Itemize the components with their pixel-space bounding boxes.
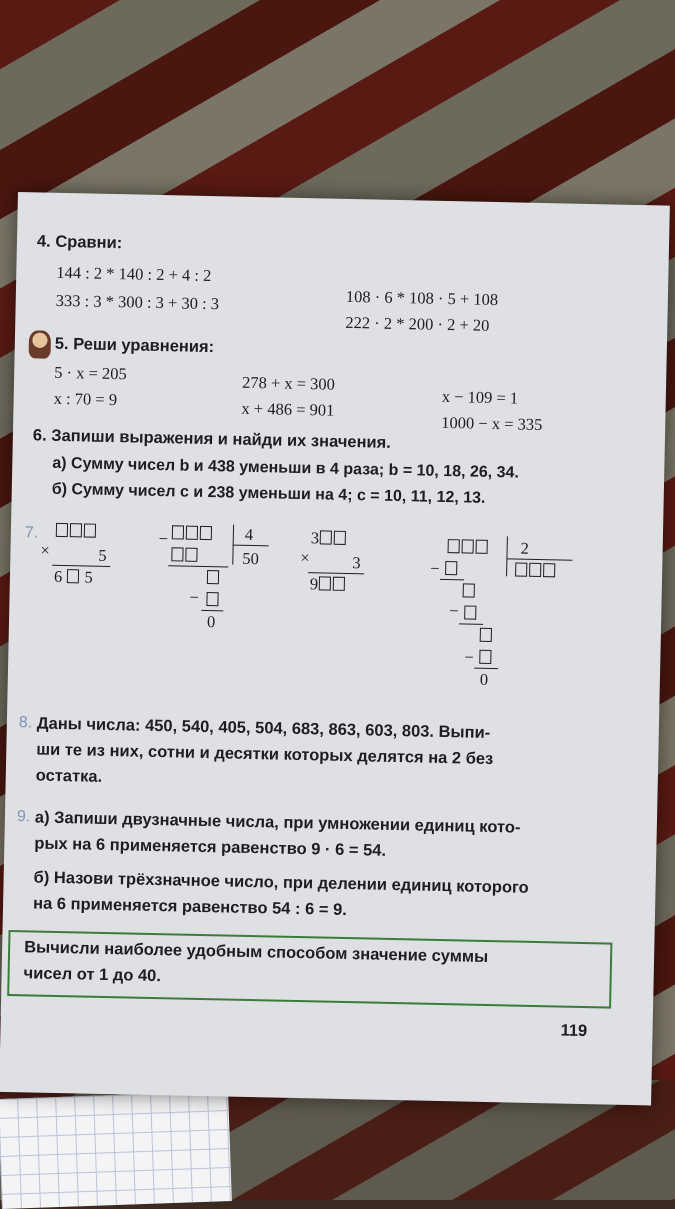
ex4-title: Сравни: [55,232,123,253]
ex7-mul1-result-a: 6 [53,566,63,587]
ex4-left-line2: 333 : 3 * 300 : 3 + 30 : 3 [55,290,220,314]
ex5-eq2: x : 70 = 9 [53,388,118,410]
ex7-mul2-result-digit: 9 [309,574,319,594]
ex7-number: 7. [24,524,39,542]
ex7-div2-sub1-box [444,559,458,579]
ex7-div1-sub-boxes [170,545,198,566]
ex4-right-line1: 108 · 6 * 108 · 5 + 108 [345,286,499,310]
ex7-div2-minus1: − [430,558,440,578]
ex7-mul1-result-b: 5 [84,567,93,587]
ex7-div2-minus3: − [464,647,474,667]
ex9-a-line2: рых на 6 применяется равенство 9 · 6 = 54. [34,834,387,860]
textbook-page [0,192,670,1105]
ex7-div2-quotient-boxes [514,560,556,581]
ex7-mul2-result [310,574,347,595]
ex5-title: 5. Реши уравнения: [54,334,215,357]
ex7-mul1-top-boxes [55,521,97,542]
ex8-line1: Даны числа: 450, 540, 405, 504, 683, 863, 603, 803. Выпи- [36,714,491,743]
ex7-div2-minus2: − [449,601,459,621]
ex7-div1-minus: − [158,529,169,549]
ex8-line2: ши те из них, сотни и десятки которых делятся на 2 без [36,740,494,769]
ex7-mul2-top-digit: 3 [310,528,320,548]
ex7-mul2-factor: 3 [352,553,361,573]
ex5-eq6: 1000 − x = 335 [441,412,543,435]
ex6-item-b: б) Сумму чисел с и 238 уменьши на 4; c = 10, 11, 12, 13. [51,480,486,507]
ex5-eq5: x − 109 = 1 [441,386,519,408]
ex7-mul2-sign: × [300,547,310,568]
ex5-eq3: 278 + x = 300 [241,372,336,394]
ex7-div2-rule1 [440,579,464,581]
page-number: 119 [560,1021,588,1041]
ex6-title: 6. Запиши выражения и найди их значения. [32,426,392,452]
ex4-number: 4. [36,232,51,251]
ex7-div1-zero: 0 [206,612,216,632]
ex9-number: 9. [16,808,31,826]
task-line1: Вычисли наиболее удобным способом значение суммы [23,938,489,967]
ex5-eq1: 5 · x = 205 [54,362,127,384]
ex7-div1-quotient: 50 [242,548,260,569]
ex7-mul1-sign: × [40,540,51,560]
ex5-eq4: x + 486 = 901 [241,398,335,420]
ex7-div2-zero: 0 [479,669,489,689]
ex7-div2-divisor: 2 [520,538,530,558]
ex7-div1-sub2-box [205,590,219,610]
ex7-div2-rem1-box [462,581,476,601]
ex7-mul2-top [311,528,348,549]
ex9-b-line1: б) Назови трёхзначное число, при делении единиц которого [33,868,529,897]
ex6-item-a: а) Сумму чисел b и 438 уменьши в 4 раза; b = 10, 18, 26, 34. [52,454,520,482]
ex7-mul1-factor: 5 [98,545,107,565]
ex7-div1-divisor-rule [233,545,269,547]
ex7-div2-sub2-box [463,603,477,623]
ex4-right-line2: 222 · 2 * 200 · 2 + 20 [345,312,490,335]
ex7-div2-sub3-box [478,648,492,668]
ex8-number: 8. [18,714,33,732]
task-line2: чисел от 1 до 40. [23,964,162,986]
ex9-b-line2: на 6 применяется равенство 54 : 6 = 9. [32,894,348,920]
ex7-div1-minus2: − [189,587,200,607]
pencil-boy-icon [29,330,52,358]
ex4-header [37,232,123,253]
ex7-div1-rem-box [206,568,220,588]
ex7-div2-vline [506,536,508,576]
ex7-div2-rem2-box [479,626,493,646]
ex7-div1-dividend-boxes [171,523,213,544]
ex7-div1-divisor: 4 [244,524,254,544]
ex8-line3: остатка. [35,766,103,786]
ex7-mul1-result [54,567,93,588]
ex4-left-line1: 144 : 2 * 140 : 2 + 4 : 2 [56,262,212,286]
ex9-a-line1: а) Запиши двузначные числа, при умножении единиц кото- [34,808,521,837]
ex7-div2-dividend-boxes [446,537,488,558]
grid-paper-sheet [0,1091,232,1209]
